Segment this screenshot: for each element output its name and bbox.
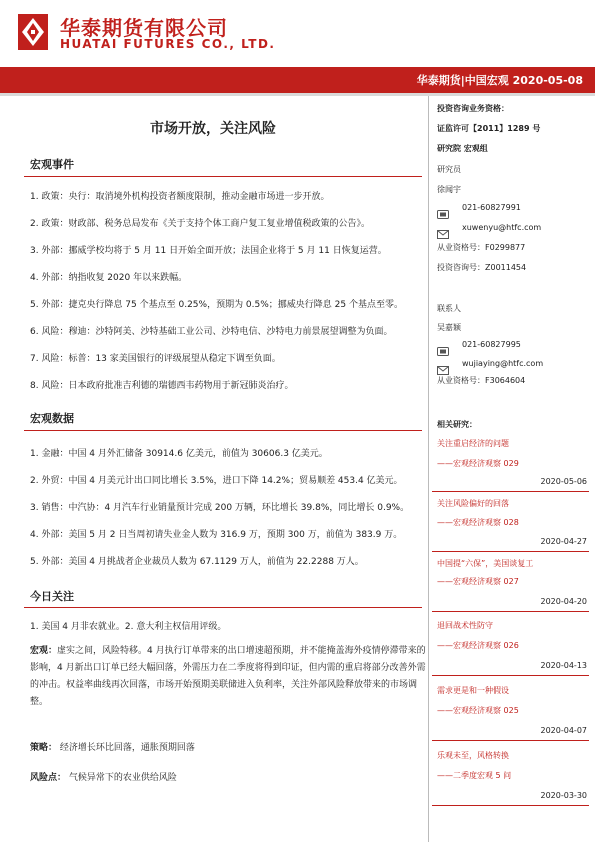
section-heading-data: 宏观数据 bbox=[30, 412, 74, 425]
contact-name: 吴嘉颖 bbox=[437, 323, 461, 332]
analyst-email[interactable]: xuwenyu@htfc.com bbox=[462, 223, 542, 232]
related-rule bbox=[432, 611, 589, 612]
section-rule bbox=[24, 430, 422, 431]
phone-icon bbox=[437, 341, 449, 350]
related-link[interactable]: 关注重启经济的问题 bbox=[437, 439, 509, 448]
related-date: 2020-04-20 bbox=[540, 597, 587, 606]
related-link[interactable]: 乐观未至，风格转换 bbox=[437, 751, 509, 760]
contact-cert: 从业资格号：F3064604 bbox=[437, 376, 526, 385]
brand-name-cn: 华泰期货有限公司 bbox=[60, 16, 228, 40]
strategy-text: 经济增长环比回落，通胀预期回落 bbox=[59, 743, 195, 753]
contact-email[interactable]: wujiaying@htfc.com bbox=[462, 359, 544, 368]
related-rule bbox=[432, 551, 589, 552]
related-subtitle[interactable]: ——宏观经济观察 026 bbox=[437, 641, 519, 650]
column-divider bbox=[428, 96, 429, 842]
related-subtitle[interactable]: ——宏观经济观察 028 bbox=[437, 518, 519, 527]
event-item: 5. 外部：捷克央行降息 75 个基点至 0.25%，预期为 0.5%；挪威央行降息 25 个基点至零。 bbox=[30, 300, 403, 310]
contact-phone: 021-60827995 bbox=[462, 340, 521, 349]
event-item: 4. 外部：纳指收复 2020 年以来跌幅。 bbox=[30, 273, 188, 283]
related-date: 2020-05-06 bbox=[540, 477, 587, 486]
strategy-line bbox=[30, 740, 195, 753]
license-number: 证监许可【2011】1289 号 bbox=[437, 124, 541, 133]
related-subtitle[interactable]: ——二季度宏观 5 问 bbox=[437, 771, 512, 780]
related-subtitle[interactable]: ——宏观经济观察 027 bbox=[437, 577, 519, 586]
contact-label: 联系人 bbox=[437, 304, 461, 313]
data-item: 3. 销售：中汽协：4 月汽车行业销量预计完成 200 万辆，环比增长 39.8%，同比增长 0.9%。 bbox=[30, 503, 410, 513]
section-heading-today: 今日关注 bbox=[30, 590, 74, 603]
related-research-title: 相关研究： bbox=[437, 420, 477, 429]
related-rule bbox=[432, 805, 589, 806]
related-rule bbox=[432, 491, 589, 492]
section-rule bbox=[24, 607, 422, 608]
email-icon bbox=[437, 360, 449, 369]
role-label: 研究员 bbox=[437, 165, 461, 174]
analyst-name: 徐闻宇 bbox=[437, 185, 461, 194]
related-link[interactable]: 退回战术性防守 bbox=[437, 621, 493, 630]
report-title: 市场开放，关注风险 bbox=[150, 121, 276, 137]
data-item: 4. 外部：美国 5 月 2 日当周初请失业金人数为 316.9 万，预期 300 万，前值为 383.9 万。 bbox=[30, 530, 403, 540]
today-focus-line: 1. 美国 4 月非农就业。2. 意大利主权信用评级。 bbox=[30, 622, 227, 632]
email-icon bbox=[437, 224, 449, 233]
related-date: 2020-04-13 bbox=[540, 661, 587, 670]
related-subtitle[interactable]: ——宏观经济观察 029 bbox=[437, 459, 519, 468]
analyst-phone: 021-60827991 bbox=[462, 203, 521, 212]
risk-label: 风险点： bbox=[30, 773, 67, 783]
event-item: 6. 风险：穆迪：沙特阿美、沙特基础工业公司、沙特电信、沙特电力前景展望调整为负面。 bbox=[30, 327, 393, 337]
related-subtitle[interactable]: ——宏观经济观察 025 bbox=[437, 706, 519, 715]
data-item: 2. 外贸：中国 4 月美元计出口同比增长 3.5%，进口下降 14.2%；贸易顺差 453.4 亿美元。 bbox=[30, 476, 403, 486]
related-date: 2020-04-07 bbox=[540, 726, 587, 735]
section-rule bbox=[24, 176, 422, 177]
risk-text: 气候异常下的农业供给风险 bbox=[68, 773, 177, 783]
related-date: 2020-04-27 bbox=[540, 537, 587, 546]
qualification-title: 投资咨询业务资格： bbox=[437, 104, 509, 113]
event-item: 1. 政策：央行：取消境外机构投资者额度限制，推动金融市场进一步开放。 bbox=[30, 192, 330, 202]
related-date: 2020-03-30 bbox=[540, 791, 587, 800]
related-link[interactable]: 中国提“六保”，美国谈复工 bbox=[437, 559, 534, 568]
related-link[interactable]: 关注风险偏好的回落 bbox=[437, 499, 509, 508]
risk-line bbox=[30, 770, 177, 783]
macro-text: 虚实之间，风险特移。4 月执行订单带来的出口增速超预期，并不能掩盖海外疫情停滞带来的影响，4 月新出口订单已经大幅回落，外需压力在二季度将得到印证，但内需的重启将部分改善外需的冲击。权益率曲线再次回落，市场开始预期美联储进入负利率，关注外部风险释放带来的市场调整。 bbox=[30, 646, 426, 707]
event-item: 8. 风险：日本政府批准吉利德的瑞德西韦药物用于新冠肺炎治疗。 bbox=[30, 381, 294, 391]
header-divider bbox=[0, 93, 595, 96]
section-heading-events: 宏观事件 bbox=[30, 158, 74, 171]
data-item: 1. 金融：中国 4 月外汇储备 30914.6 亿美元，前值为 30606.3 亿美元。 bbox=[30, 449, 328, 459]
department: 研究院 宏观组 bbox=[437, 144, 488, 153]
related-link[interactable]: 需求更是和一种假设 bbox=[437, 686, 509, 695]
event-item: 3. 外部：挪威学校均将于 5 月 11 日开始全面开放；法国企业将于 5 月 11 日恢复运营。 bbox=[30, 246, 387, 256]
event-item: 2. 政策：财政部、税务总局发布《关于支持个体工商户复工复业增值税政策的公告》。 bbox=[30, 219, 370, 229]
analyst-advisor-id: 投资咨询号：Z0011454 bbox=[437, 263, 527, 272]
analyst-cert: 从业资格号：F0299877 bbox=[437, 243, 526, 252]
header-bar-text: 华泰期货|中国宏观 2020-05-08 bbox=[416, 74, 583, 87]
brand-name-en: HUATAI FUTURES CO., LTD. bbox=[60, 37, 276, 51]
event-item: 7. 风险：标普：13 家美国银行的评级展望从稳定下调至负面。 bbox=[30, 354, 281, 364]
macro-label: 宏观： bbox=[30, 646, 58, 656]
macro-commentary bbox=[30, 643, 426, 711]
phone-icon bbox=[437, 204, 449, 213]
data-item: 5. 外部：美国 4 月挑战者企业裁员人数为 67.1129 万人，前值为 22.2288 万人。 bbox=[30, 557, 364, 567]
related-rule bbox=[432, 740, 589, 741]
strategy-label: 策略： bbox=[30, 743, 58, 753]
company-logo bbox=[18, 14, 48, 50]
related-rule bbox=[432, 675, 589, 676]
